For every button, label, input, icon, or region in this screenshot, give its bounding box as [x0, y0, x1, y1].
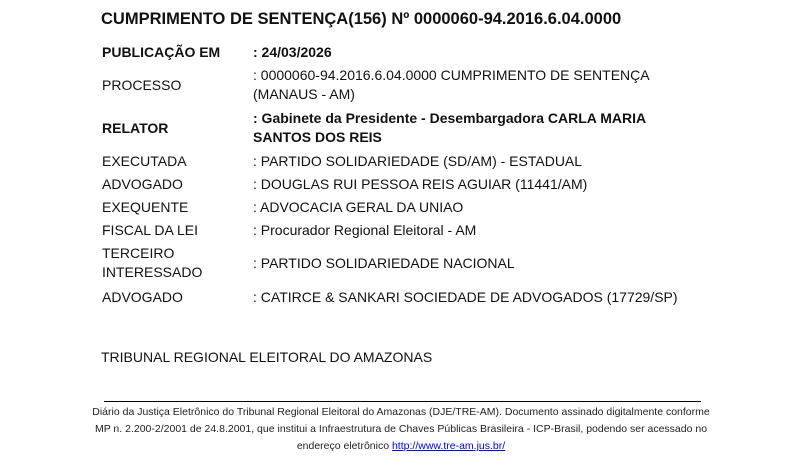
value-relator: : Gabinete da Presidente - Desembargadora CARLA MARIA SANTOS DOS REIS — [253, 110, 646, 145]
label-fiscal-da-lei: FISCAL DA LEI — [102, 222, 198, 238]
footer-notice — [90, 404, 712, 455]
label-executada: EXECUTADA — [102, 153, 187, 169]
value-executada: : PARTIDO SOLIDARIEDADE (SD/AM) - ESTADUAL — [253, 153, 583, 169]
label-processo: PROCESSO — [102, 77, 182, 93]
label-advogado-1: ADVOGADO — [102, 176, 183, 192]
footer-link[interactable]: http://www.tre-am.jus.br/ — [391, 440, 506, 452]
label-advogado-2: ADVOGADO — [102, 289, 183, 305]
value-publicacao: : 24/03/2026 — [253, 44, 332, 60]
value-processo: : 0000060-94.2016.6.04.0000 CUMPRIMENTO DE SENTENÇA (MANAUS - AM) — [253, 67, 649, 102]
court-name: TRIBUNAL REGIONAL ELEITORAL DO AMAZONAS — [101, 349, 433, 365]
footer-divider — [104, 401, 701, 402]
value-exequente: : ADVOCACIA GERAL DA UNIAO — [253, 199, 464, 215]
value-advogado-1: : DOUGLAS RUI PESSOA REIS AGUIAR (11441/AM) — [253, 176, 588, 192]
value-fiscal-da-lei: : Procurador Regional Eleitoral - AM — [253, 222, 477, 238]
label-exequente: EXEQUENTE — [102, 199, 189, 215]
document-title: CUMPRIMENTO DE SENTENÇA(156) Nº 0000060-94.2016.6.04.0000 — [101, 10, 622, 28]
label-relator: RELATOR — [102, 120, 169, 136]
label-terceiro-interessado: TERCEIRO INTERESSADO — [102, 245, 203, 280]
label-publicacao: PUBLICAÇÃO EM — [102, 44, 221, 60]
value-terceiro-interessado: : PARTIDO SOLIDARIEDADE NACIONAL — [253, 255, 515, 271]
footer-text: Diário da Justiça Eletrônico do Tribunal Regional Eleitoral do Amazonas (DJE/TRE-AM). Documento assinado digitalmente conforme MP n. 2.200-2/2001 de 24.8.2001, que institui a Infraestrutura de Chaves Públicas Brasileira - ICP-Brasil, podendo ser acessado no endereço eletrônico — [92, 406, 710, 452]
value-advogado-2: : CATIRCE & SANKARI SOCIEDADE DE ADVOGADOS (17729/SP) — [253, 289, 678, 305]
